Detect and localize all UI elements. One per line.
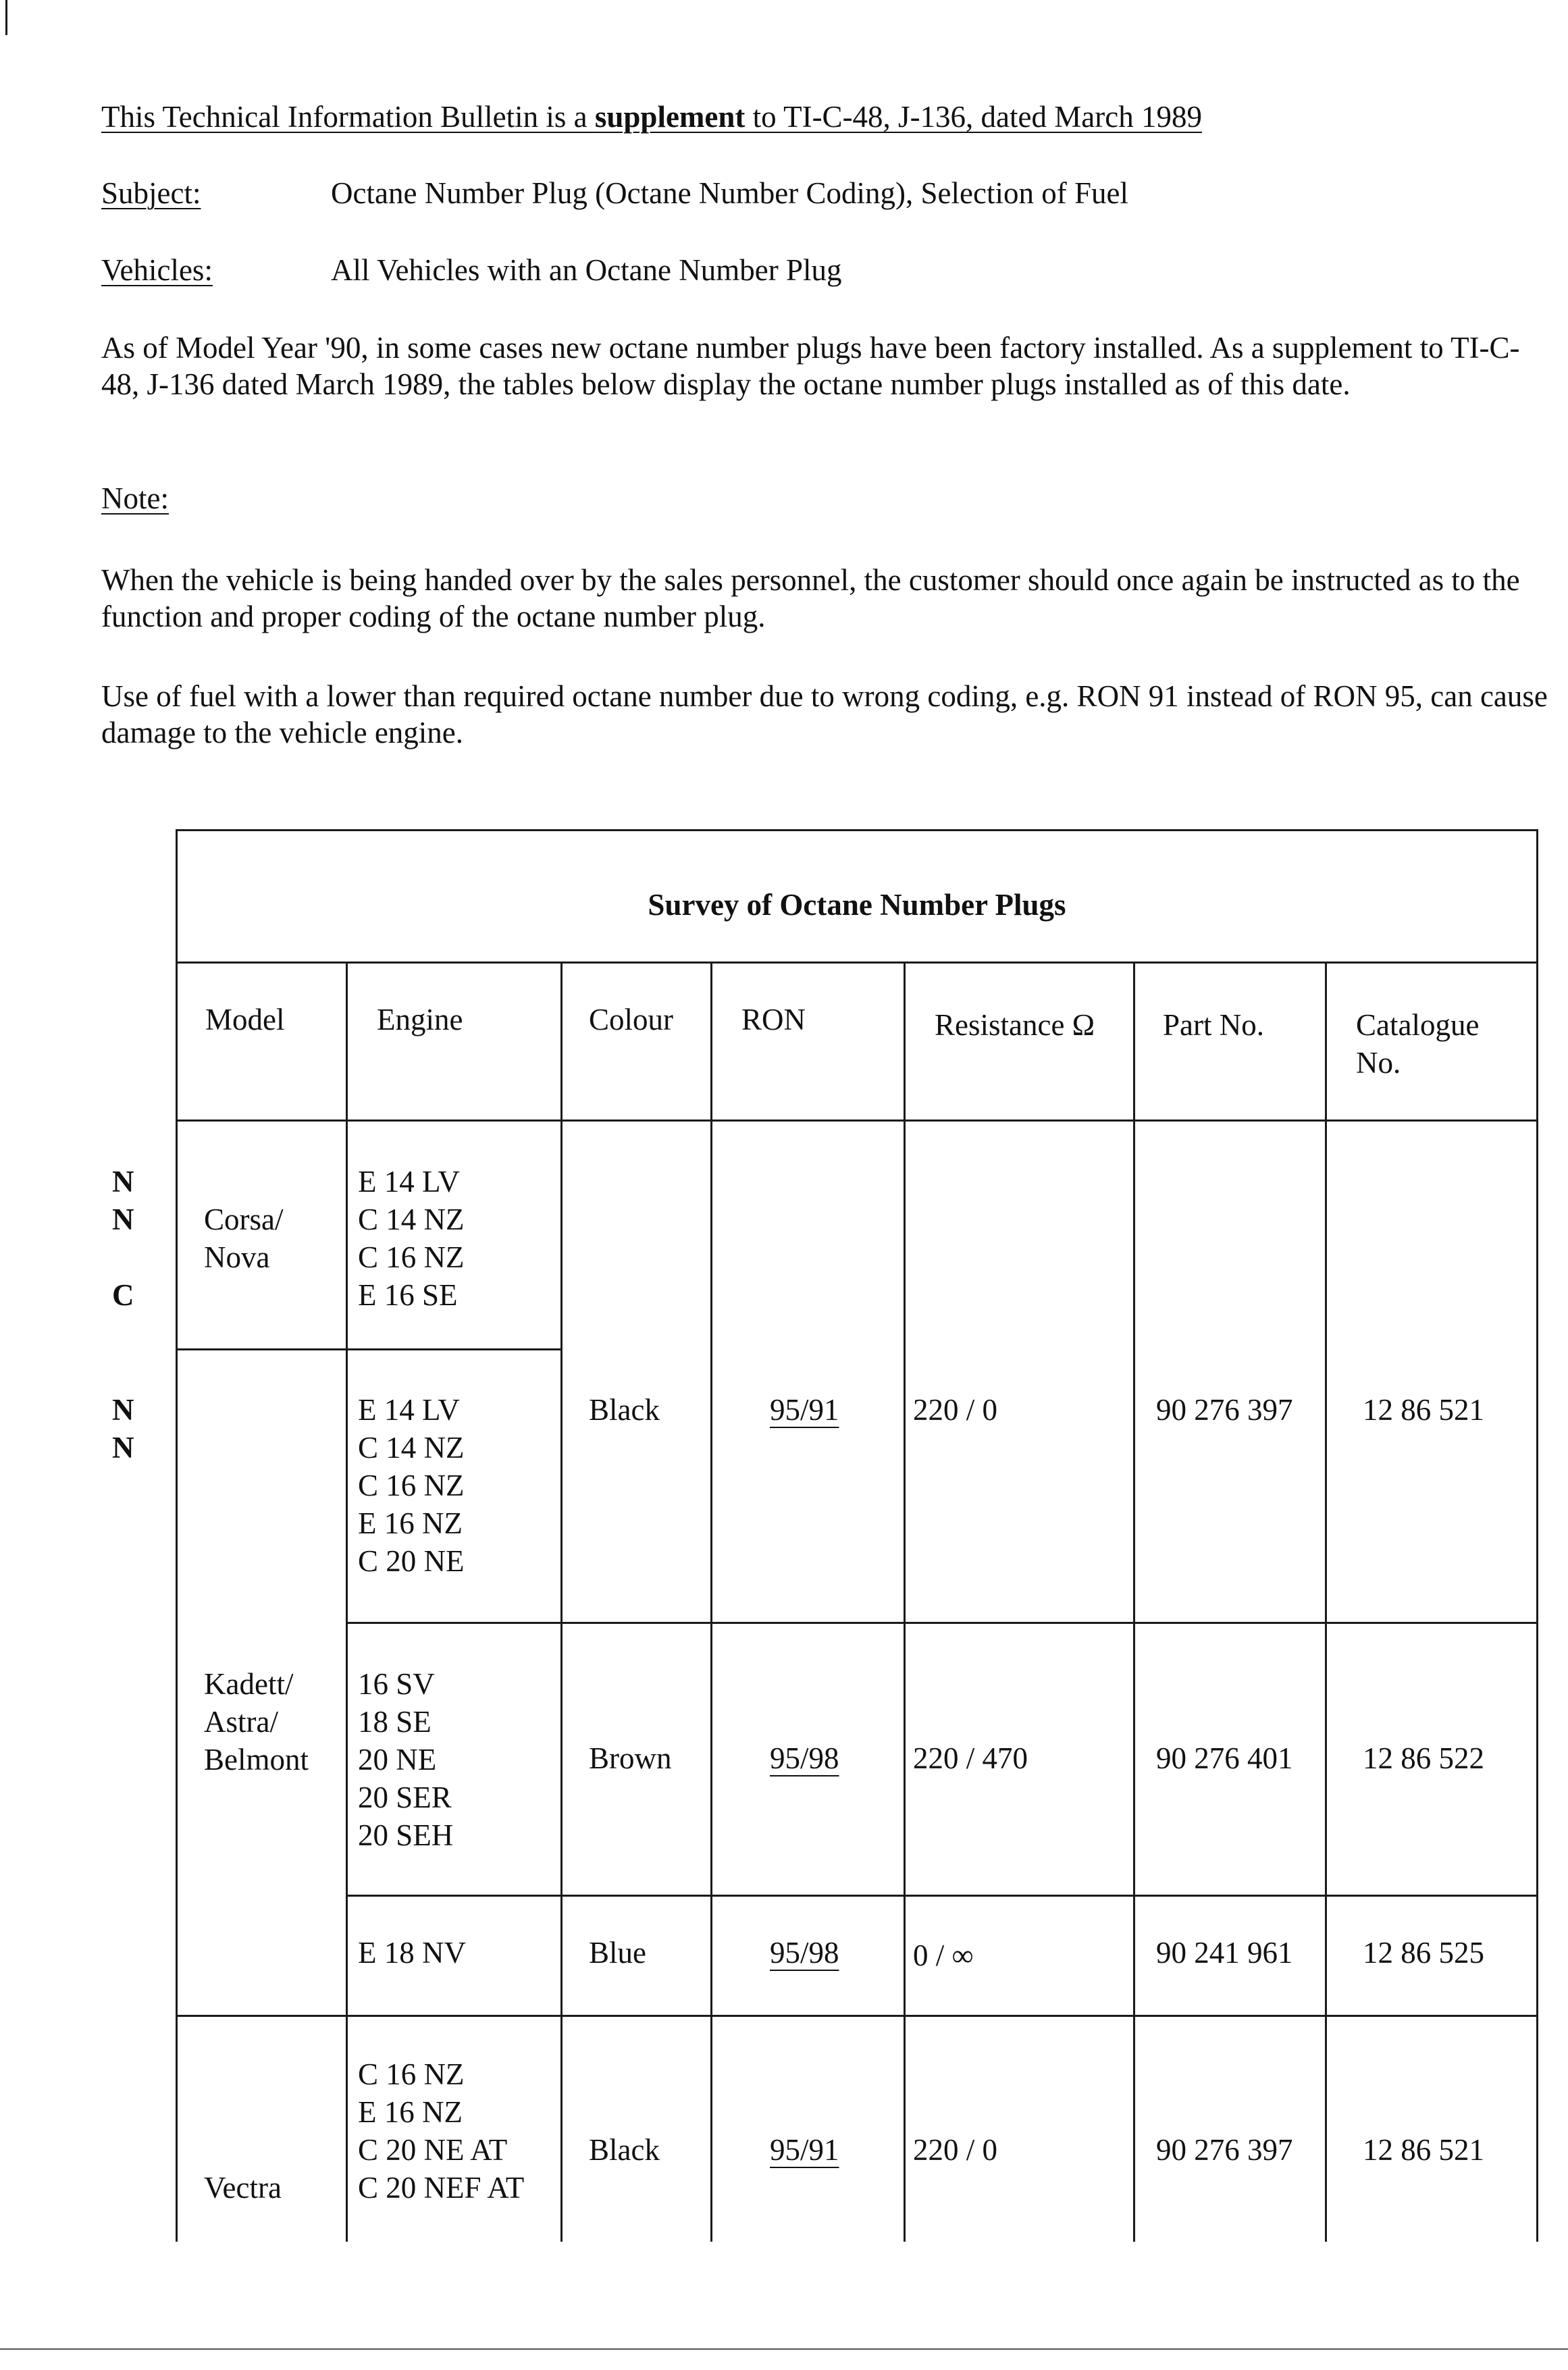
note-paragraph-2: Use of fuel with a lower than required octane number due to wrong coding, e.g. RON 91 instead of RON 95, can cause damage to the vehicle engine. <box>101 679 1548 749</box>
header-part-no: Part No. <box>1163 1008 1264 1042</box>
header-model: Model <box>205 1003 285 1036</box>
note-label: Note: <box>101 481 169 515</box>
row4-colour: Black <box>589 2133 660 2167</box>
row3-catalogue-no: 12 86 525 <box>1363 1936 1484 1970</box>
row3-resistance: 0 / ∞ <box>913 1939 974 1972</box>
row3-part-no: 90 241 961 <box>1156 1936 1293 1970</box>
header-colour: Colour <box>589 1003 674 1036</box>
model-kadett-astra-belmont: Kadett/ Astra/ Belmont <box>204 1667 309 1776</box>
engines-corsa: E 14 LV C 14 NZ C 16 NZ E 16 SE <box>358 1165 465 1312</box>
margin-mark-3: C <box>112 1278 134 1312</box>
row4-resistance: 220 / 0 <box>913 2133 998 2167</box>
engines-kadett-blue: E 18 NV <box>358 1936 466 1970</box>
row2-catalogue-no: 12 86 522 <box>1363 1741 1484 1775</box>
bulletin-header <box>101 98 1202 136</box>
row2-part-no: 90 276 401 <box>1156 1741 1293 1775</box>
row4-catalogue-no: 12 86 521 <box>1363 2133 1484 2167</box>
note-paragraph-1: When the vehicle is being handed over by the sales personnel, the customer should once again be instructed as to the function and proper coding of the octane number plug. <box>101 563 1520 633</box>
row2-colour: Brown <box>589 1741 672 1775</box>
bulletin-bold: supplement <box>594 100 746 134</box>
row1-ron: 95/91 <box>770 1393 839 1427</box>
subject-label: Subject: <box>101 176 201 210</box>
table-title: Survey of Octane Number Plugs <box>648 888 1066 922</box>
row1-resistance: 220 / 0 <box>913 1393 998 1427</box>
margin-mark-4: N <box>112 1393 134 1427</box>
model-corsa-nova: Corsa/ Nova <box>204 1203 284 1274</box>
header-engine: Engine <box>377 1003 463 1036</box>
header-ron: RON <box>741 1003 806 1036</box>
row3-ron: 95/98 <box>770 1936 839 1970</box>
bulletin-prefix: This Technical Information Bulletin is a <box>101 100 595 134</box>
margin-mark-2: N <box>112 1203 134 1236</box>
row2-resistance: 220 / 470 <box>913 1741 1028 1775</box>
bottom-rule <box>0 2348 1568 2350</box>
row4-part-no: 90 276 397 <box>1156 2133 1293 2167</box>
engines-kadett-black: E 14 LV C 14 NZ C 16 NZ E 16 NZ C 20 NE <box>358 1393 465 1578</box>
engines-vectra: C 16 NZ E 16 NZ C 20 NE AT C 20 NEF AT <box>358 2057 525 2205</box>
model-vectra: Vectra <box>204 2171 282 2205</box>
row2-ron: 95/98 <box>770 1741 839 1775</box>
margin-mark-1: N <box>112 1165 134 1199</box>
row1-colour: Black <box>589 1393 660 1427</box>
scan-edge-mark <box>5 0 7 35</box>
vehicles-value: All Vehicles with an Octane Number Plug <box>331 253 842 287</box>
row1-part-no: 90 276 397 <box>1156 1393 1293 1427</box>
header-catalogue-no: Catalogue No. <box>1356 1008 1480 1080</box>
vehicles-label: Vehicles: <box>101 253 213 287</box>
engines-kadett-brown: 16 SV 18 SE 20 NE 20 SER 20 SEH <box>358 1667 454 1852</box>
bulletin-suffix: to TI-C-48, J-136, dated March 1989 <box>745 100 1202 134</box>
subject-value: Octane Number Plug (Octane Number Coding), Selection of Fuel <box>331 176 1128 210</box>
row3-colour: Blue <box>589 1936 646 1970</box>
intro-paragraph: As of Model Year '90, in some cases new octane number plugs have been factory installed. As a supplement to TI-C-48, J-136 dated March 1989, the tables below display the octane number plugs installed as of this date. <box>101 331 1520 401</box>
header-resistance: Resistance Ω <box>935 1008 1095 1042</box>
row4-ron: 95/91 <box>770 2133 839 2167</box>
margin-mark-5: N <box>112 1431 134 1465</box>
row1-catalogue-no: 12 86 521 <box>1363 1393 1484 1427</box>
